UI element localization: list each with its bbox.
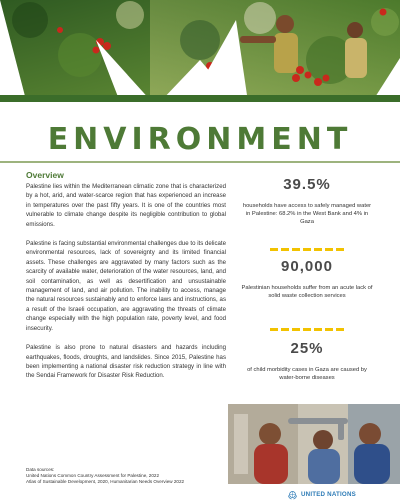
stat-value: 25% (290, 340, 324, 357)
hero-banner (0, 0, 400, 102)
hero-accent-stripe (0, 95, 400, 102)
un-emblem-icon (287, 489, 298, 500)
stat-divider (270, 248, 345, 251)
stat-child-morbidity (240, 340, 374, 382)
stat-value: 39.5% (283, 176, 331, 193)
stat-description: of child morbidity cases in Gaza are caused by water-borne diseases (247, 367, 367, 381)
stat-water-access (240, 176, 374, 226)
stat-value: 90,000 (281, 258, 333, 275)
stat-description: households have access to safely managed water in Palestine: 68.2% in the West Bank and 4% in Gaza (242, 203, 372, 225)
overview-paragraph-2: Palestine is facing substantial environmental challenges due to its delicate environmental resources, lack of sovereignty and its limited financial assets. These challenges are aggravated by many factors such as the scarcity of available water, deterioration of the water resources, land, and soil contamination, as well as desertification and unsustainable management of land, and air pollution. The inability to access, manage the natural resources sustainably and to enforce laws and instructions, as a result of the Israeli occupation, are aggravating the threats of climate change especially with the high population rate, poverty level, and food insecurity. (26, 240, 226, 332)
title-divider (0, 161, 400, 163)
un-logo-text: UNITED NATIONS (301, 490, 356, 498)
overview-paragraph-1: Palestine lies within the Mediterranean climatic zone that is characterized by a hot, arid, and water-scarce region that has experienced an increase in temperatures over the past fifty years. It is one of the countries most vulnerable to climate change despite its negligible contribution to global emissions. (26, 183, 226, 228)
stat-waste-collection (240, 258, 374, 300)
data-source-item: Atlas of Sustainable Development, 2020, Humanitarian Needs Overview 2022 (26, 479, 185, 484)
un-logo (287, 488, 356, 500)
overview-heading: Overview (26, 170, 64, 180)
overview-paragraph-3: Palestine is also prone to natural disasters and hazards including earthquakes, floods, droughts, and landslides. Since 2015, Palestine has been implementing a national disaster risk reduction strategy in line with the Sendai Framework for Disaster Risk Reduction. (26, 344, 226, 380)
data-source-item: United Nations Common Country Assessment for Palestine, 2022 (26, 473, 160, 478)
overview-section (26, 170, 226, 381)
stat-description: Palestinian households suffer from an acute lack of solid waste collection services (241, 285, 373, 299)
page-title: ENVIRONMENT (47, 122, 353, 157)
data-sources (26, 467, 226, 485)
hero-photo-collage (0, 0, 400, 102)
stat-divider (270, 328, 345, 331)
children-water-photo (228, 404, 400, 484)
data-sources-label: Data sources: (26, 467, 55, 472)
